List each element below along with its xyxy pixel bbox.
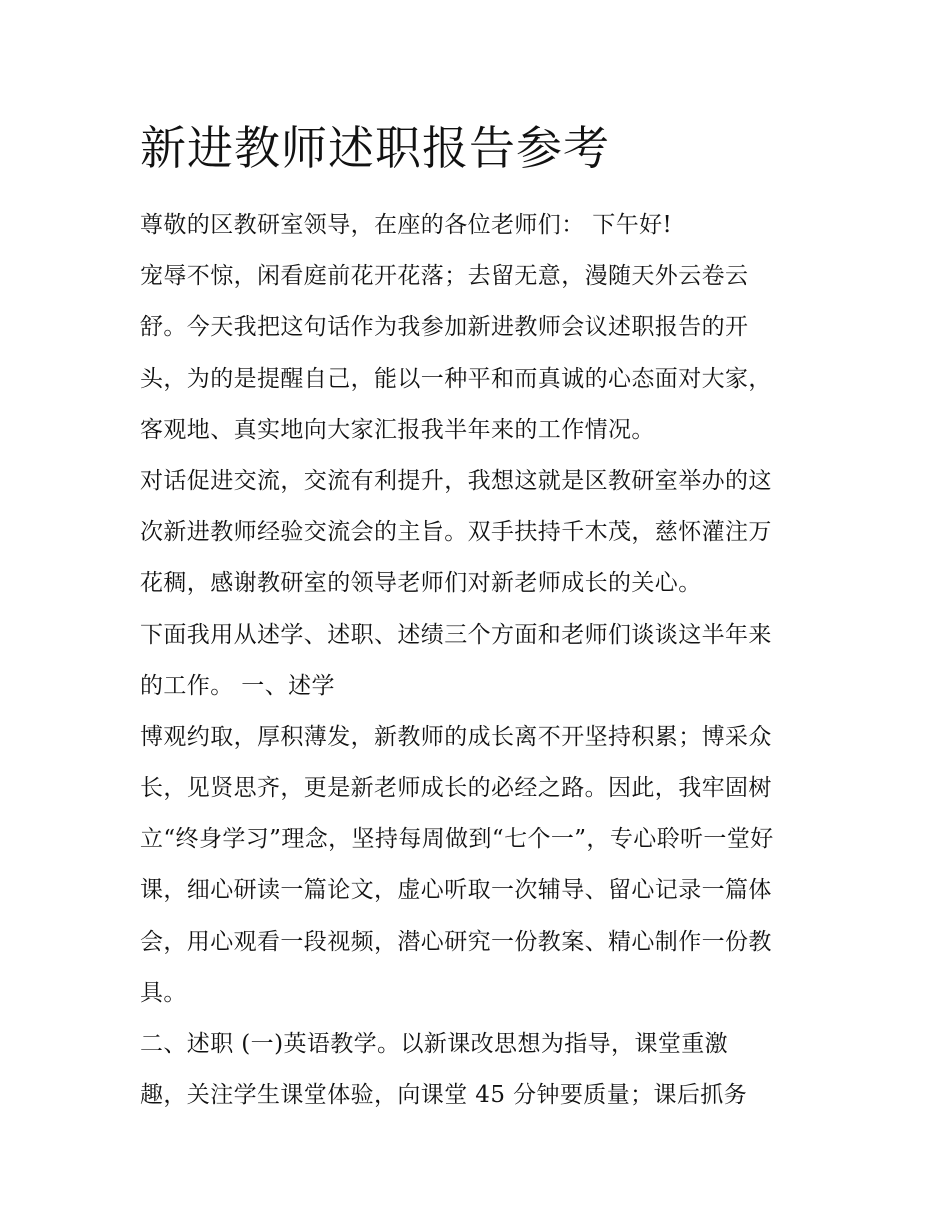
document-body xyxy=(140,200,820,1121)
body-line: 对话促进交流，交流有利提升，我想这就是区教研室举办的这 xyxy=(140,467,772,494)
body-line: 舒。今天我把这句话作为我参加新进教师会议述职报告的开 xyxy=(140,314,749,341)
body-line: 长，见贤思齐，更是新老师成长的必经之路。因此，我牢固树 xyxy=(140,775,772,802)
body-line: 次新进教师经验交流会的主旨。双手扶持千木茂，慈怀灌注万 xyxy=(140,519,772,546)
body-line: 博观约取，厚积薄发，新教师的成长离不开坚持积累；博采众 xyxy=(140,723,772,750)
body-line: 客观地、真实地向大家汇报我半年来的工作情况。 xyxy=(140,416,655,443)
body-line: 趣，关注学生课堂体验，向课堂 45 分钟要质量；课后抓务 xyxy=(140,1082,748,1109)
body-line-section-heading: 的工作。 一、述学 xyxy=(140,672,335,699)
body-line: 会，用心观看一段视频，潜心研究一份教案、精心制作一份教 xyxy=(140,928,772,955)
document-title: 新进教师述职报告参考 xyxy=(140,121,610,175)
body-line-section-heading: 二、述职 (一)英语教学。以新课改思想为指导，课堂重激 xyxy=(140,1031,729,1057)
body-line: 具。 xyxy=(140,979,187,1006)
body-line-greeting: 尊敬的区教研室领导，在座的各位老师们： 下午好! xyxy=(140,212,673,238)
body-line: 下面我用从述学、述职、述绩三个方面和老师们谈谈这半年来 xyxy=(140,621,772,648)
body-line: 宠辱不惊，闲看庭前花开花落；去留无意，漫随天外云卷云 xyxy=(140,263,749,290)
body-line: 立“终身学习”理念，坚持每周做到“七个一”，专心聆听一堂好 xyxy=(140,826,774,853)
body-line: 头，为的是提醒自己，能以一种平和而真诚的心态面对大家， xyxy=(140,365,772,392)
body-line: 课，细心研读一篇论文，虚心听取一次辅导、留心记录一篇体 xyxy=(140,877,772,904)
body-line: 花稠，感谢教研室的领导老师们对新老师成长的关心。 xyxy=(140,570,702,597)
